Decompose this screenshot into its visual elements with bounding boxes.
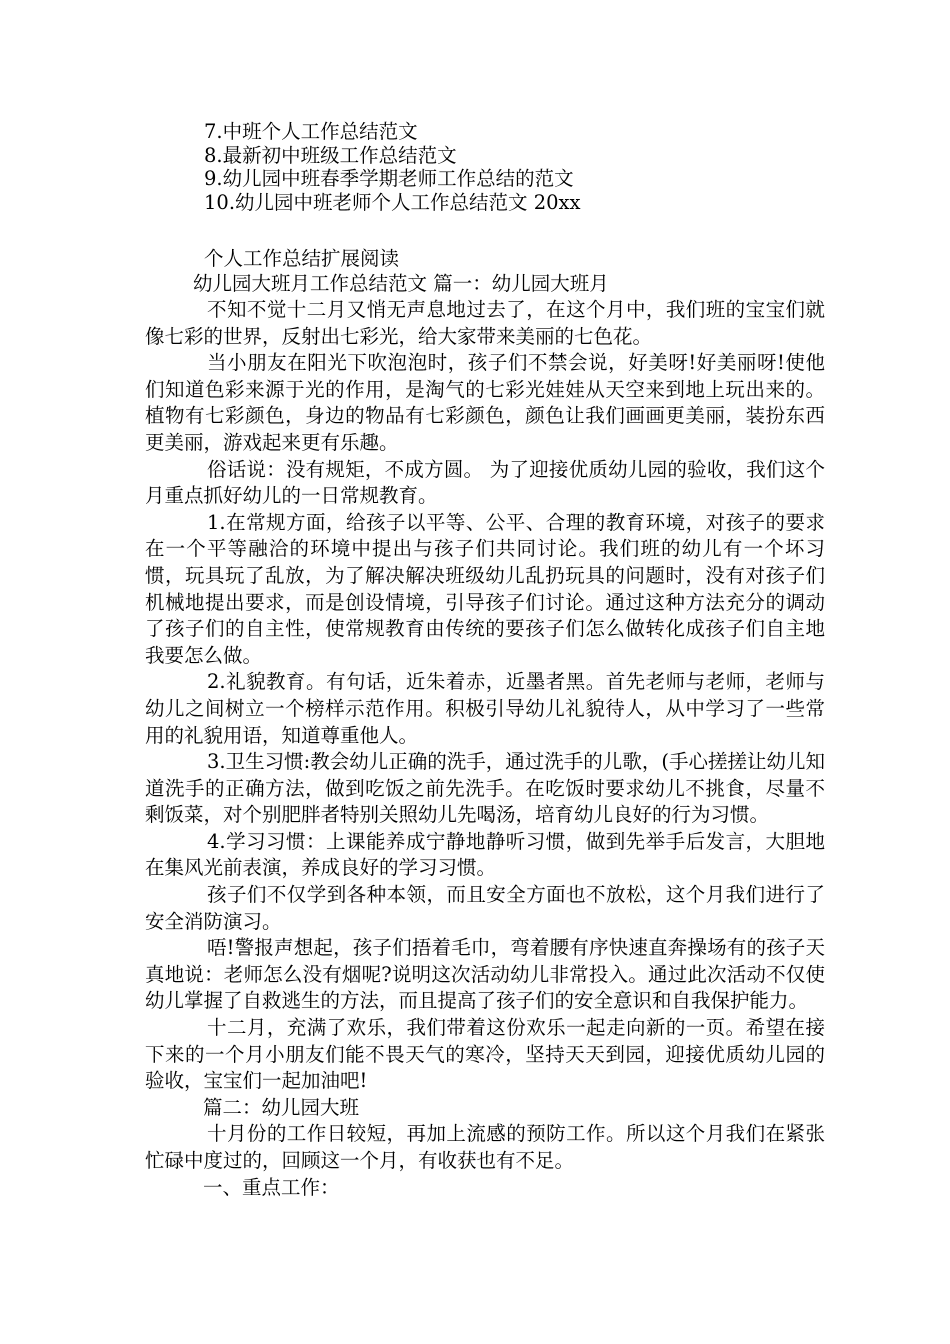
section-heading: 篇二：幼儿园大班 (203, 1095, 360, 1119)
section-heading: 一、重点工作： (203, 1175, 340, 1199)
related-articles-list (204, 120, 581, 214)
paragraph: 当小朋友在阳光下吹泡泡时，孩子们不禁会说，好美呀!好美丽呀!使他们知道色彩来源于光的作用，是淘气的七彩光娃娃从天空来到地上玩出来的。植物有七彩颜色，身边的物品有七彩颜色，颜色让我们画画更美丽，装扮东西更美丽，游戏起来更有乐趣。 (145, 351, 825, 454)
list-item: 8.最新初中班级工作总结范文 (204, 143, 457, 167)
extended-reading-title: 个人工作总结扩展阅读 (204, 247, 400, 270)
paragraph: 唔!警报声想起，孩子们捂着毛巾，弯着腰有序快速直奔操场有的孩子天真地说：老师怎么没有烟呢?说明这次活动幼儿非常投入。通过此次活动不仅使幼儿掌握了自救逃生的方法，而且提高了孩子们的安全意识和自我保护能力。 (145, 936, 825, 1013)
paragraph: 孩子们不仅学到各种本领，而且安全方面也不放松，这个月我们进行了安全消防演习。 (145, 883, 825, 933)
article-body (145, 297, 825, 1201)
paragraph: 十二月，充满了欢乐，我们带着这份欢乐一起走向新的一页。希望在接下来的一个月小朋友们能不畏天气的寒冷，坚持天天到园，迎接优质幼儿园的验收，宝宝们一起加油吧! (145, 1016, 825, 1093)
list-item: 10.幼儿园中班老师个人工作总结范文 20xx (204, 190, 581, 214)
paragraph: 俗话说：没有规矩，不成方圆。 为了迎接优质幼儿园的验收，我们这个月重点抓好幼儿的一日常规教育。 (145, 457, 825, 508)
list-item: 9.幼儿园中班春季学期老师工作总结的范文 (204, 167, 574, 190)
paragraph: 3.卫生习惯:教会幼儿正确的洗手，通过洗手的儿歌，(手心搓搓让幼儿知道洗手的正确方法，做到吃饭之前先洗手。在吃饭时要求幼儿不挑食，尽量不剩饭菜，对个别肥胖者特别关照幼儿先喝汤，培育幼儿良好的行为习惯。 (145, 750, 825, 827)
paragraph: 1.在常规方面，给孩子以平等、公平、合理的教育环境，对孩子的要求在一个平等融洽的环境中提出与孩子们共同讨论。我们班的幼儿有一个坏习惯，玩具玩了乱放，为了解决解决班级幼儿乱扔玩具的问题时，没有对孩子们机械地提出要求，而是创设情境，引导孩子们讨论。通过这种方法充分的调动了孩子们的自主性，使常规教育由传统的要孩子们怎么做转化成孩子们自主地我要怎么做。 (145, 510, 825, 667)
list-item: 7.中班个人工作总结范文 (204, 120, 418, 143)
article-title: 幼儿园大班月工作总结范文 篇一：幼儿园大班月 (193, 272, 609, 295)
paragraph: 十月份的工作日较短，再加上流感的预防工作。所以这个月我们在紧张忙碌中度过的，回顾这一个月，有收获也有不足。 (145, 1122, 825, 1172)
paragraph: 2.礼貌教育。有句话，近朱着赤，近墨者黑。首先老师与老师，老师与幼儿之间树立一个榜样示范作用。积极引导幼儿礼貌待人，从中学习了一些常用的礼貌用语，知道尊重他人。 (145, 670, 825, 747)
paragraph: 4.学习习惯：上课能养成宁静地静听习惯，做到先举手后发言，大胆地在集风光前表演，养成良好的学习习惯。 (145, 829, 825, 880)
paragraph: 不知不觉十二月又悄无声息地过去了，在这个月中，我们班的宝宝们就像七彩的世界，反射出七彩光，给大家带来美丽的七色花。 (145, 298, 825, 348)
